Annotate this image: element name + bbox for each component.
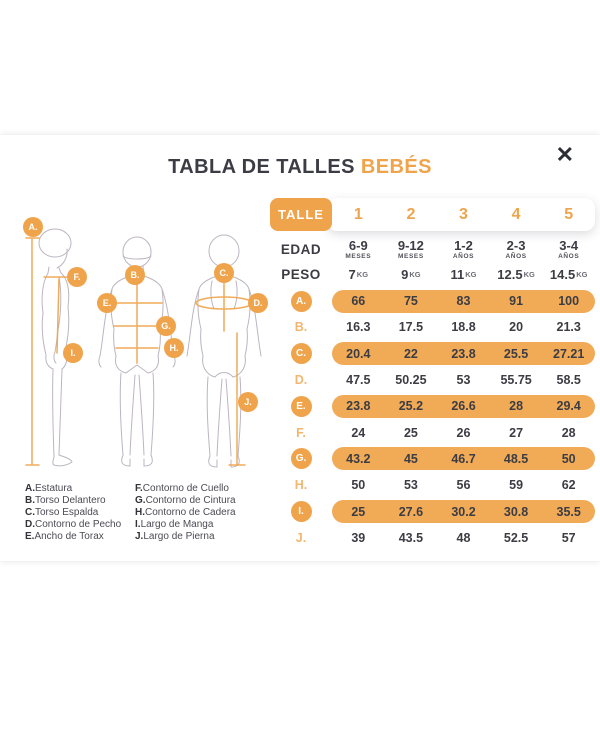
measurement-rows [270, 288, 595, 551]
legend-item [25, 506, 135, 518]
measurement-value: 26 [456, 425, 471, 440]
marker-cintura [156, 316, 176, 336]
weight-unit: KG [409, 269, 421, 279]
measurement-value: 25 [403, 425, 418, 440]
age-unit: MESES [345, 252, 372, 260]
row-letter-col [270, 396, 332, 417]
age-cell [385, 236, 438, 263]
marker-ancho-torax [97, 293, 117, 313]
weight-unit: KG [523, 269, 535, 279]
table-row [270, 341, 595, 367]
legend-label: Contorno de Cadera [145, 506, 236, 518]
measurement-value: 28 [561, 425, 576, 440]
weight-cell [437, 263, 490, 285]
measurement-value: 43.2 [346, 451, 371, 466]
legend-letter: H. [135, 506, 145, 518]
row-letter: D. [294, 373, 308, 388]
row-letter-col [270, 478, 332, 492]
legend-letter: E. [25, 531, 35, 543]
svg-text:D.: D. [253, 298, 263, 308]
row-letter: B. [294, 320, 308, 335]
legend-item [135, 531, 245, 543]
svg-text:C.: C. [219, 268, 229, 278]
measurement-value: 20.4 [346, 346, 371, 361]
age-value: 3-4 [559, 237, 579, 253]
weight-cell [542, 263, 595, 285]
row-cells [332, 395, 595, 418]
measurement-value: 75 [403, 294, 418, 309]
row-letter: G. [291, 448, 312, 469]
legend-label: Contorno de Pecho [35, 519, 122, 531]
size-header-cell: 2 [406, 205, 416, 223]
page-title [0, 156, 600, 179]
measurement-value: 16.3 [346, 320, 371, 335]
marker-cuello [67, 267, 87, 287]
svg-text:E.: E. [102, 298, 112, 308]
row-letter-col [270, 426, 332, 440]
weight-unit: KG [576, 269, 588, 279]
svg-text:G.: G. [161, 321, 171, 331]
measurement-value: 47.5 [346, 373, 371, 388]
close-icon[interactable]: ✕ [555, 142, 574, 167]
age-row [270, 236, 595, 263]
measurement-value: 55.75 [500, 373, 532, 388]
measurement-value: 30.8 [503, 504, 529, 519]
age-unit: AÑOS [452, 252, 475, 260]
row-cells [332, 500, 595, 523]
weight-cells [332, 263, 595, 285]
table-row [270, 314, 595, 340]
legend-item [25, 494, 135, 506]
measurement-value: 46.7 [451, 451, 476, 466]
age-value: 9-12 [397, 237, 424, 253]
row-cells [332, 419, 595, 445]
measurement-value: 53 [403, 478, 418, 493]
legend-item [135, 494, 245, 506]
age-unit: MESES [398, 252, 424, 260]
age-cells [332, 236, 595, 263]
legend-item [135, 506, 245, 518]
age-value: 1-2 [454, 237, 473, 253]
weight-unit: KG [465, 269, 477, 279]
legend-label: Contorno de Cuello [142, 482, 229, 494]
measurement-value: 25 [351, 504, 366, 519]
weight-value: 11 [450, 266, 465, 282]
measurement-value: 56 [456, 478, 471, 493]
age-unit: AÑOS [558, 252, 580, 260]
measurement-value: 21.3 [556, 320, 581, 335]
legend-label: Contorno de Cintura [145, 494, 236, 506]
marker-pecho [248, 293, 268, 313]
measurement-legend [25, 482, 245, 543]
legend-item [135, 519, 245, 531]
size-chart-modal [0, 135, 600, 561]
measurement-value: 48 [456, 530, 471, 545]
legend-item [25, 482, 135, 494]
table-row [270, 446, 595, 472]
marker-manga [63, 343, 83, 363]
legend-letter: J. [135, 531, 144, 543]
measurement-value: 26.6 [451, 399, 476, 414]
legend-label: Largo de Pierna [143, 531, 215, 543]
row-letter-col [270, 291, 332, 312]
weight-unit: KG [356, 269, 369, 279]
row-letter-col [270, 531, 332, 545]
age-cell [542, 236, 595, 263]
weight-cell [385, 263, 438, 285]
size-header-cell: 3 [459, 205, 468, 223]
legend-column [25, 482, 135, 543]
measurement-value: 29.4 [556, 399, 581, 414]
weight-row-label: PESO [281, 266, 321, 282]
talle-header-button: TALLE [270, 198, 332, 231]
measurement-value: 18.8 [451, 320, 476, 335]
svg-text:A.: A. [28, 222, 38, 232]
row-letter: C. [291, 343, 312, 364]
measurement-value: 25.2 [398, 399, 424, 414]
measurement-value: 25.5 [503, 346, 529, 361]
legend-label: Estatura [35, 482, 73, 494]
size-header-cell: 1 [353, 205, 363, 223]
row-letter: A. [291, 291, 312, 312]
legend-item [25, 531, 135, 543]
age-cell [437, 236, 490, 263]
legend-label: Torso Delantero [35, 494, 106, 506]
measurement-value: 17.5 [398, 320, 424, 335]
measurement-value: 35.5 [556, 504, 581, 519]
marker-estatura [23, 217, 43, 237]
row-letter-col [270, 448, 332, 469]
measurement-value: 48.5 [503, 451, 529, 466]
age-value: 6-9 [348, 237, 368, 253]
svg-text:J.: J. [244, 397, 252, 407]
svg-text:H.: H. [169, 343, 179, 353]
row-cells [332, 472, 595, 498]
age-value: 2-3 [506, 237, 526, 253]
svg-text:F.: F. [73, 272, 81, 282]
age-cell [490, 236, 543, 263]
legend-column [135, 482, 245, 543]
measurement-value: 27.6 [398, 504, 424, 519]
legend-letter: F. [135, 482, 143, 494]
row-letter-col [270, 343, 332, 364]
table-row [270, 393, 595, 419]
size-header-cell: 5 [564, 205, 574, 223]
legend-letter: G. [135, 494, 146, 506]
measurement-value: 66 [351, 294, 366, 309]
row-cells [332, 525, 595, 551]
measurement-value: 91 [509, 294, 524, 309]
weight-value: 9 [401, 266, 409, 282]
size-table [270, 198, 595, 551]
title-accent: BEBÉS [360, 156, 432, 178]
age-unit: AÑOS [505, 252, 527, 260]
legend-label: Ancho de Torax [34, 531, 104, 543]
measurement-value: 59 [509, 478, 524, 493]
marker-torso-espalda [214, 263, 234, 283]
age-cell [332, 236, 385, 263]
table-row [270, 525, 595, 551]
measurement-value: 30.2 [451, 504, 476, 519]
row-letter: I. [291, 501, 312, 522]
age-row-label: EDAD [280, 242, 322, 257]
marker-torso-delantero [125, 265, 145, 285]
row-letter: H. [294, 478, 308, 493]
measurement-value: 50.25 [395, 373, 427, 388]
legend-item [25, 519, 135, 531]
size-header-bar [327, 198, 595, 231]
size-header-cell: 4 [511, 205, 521, 223]
row-letter-col [270, 320, 332, 334]
svg-text:I.: I. [70, 348, 76, 358]
measurement-value: 50 [351, 478, 366, 493]
marker-pierna [238, 392, 258, 412]
row-cells [332, 314, 595, 340]
legend-letter: C. [25, 506, 35, 518]
measurement-value: 100 [558, 294, 580, 309]
measurement-value: 23.8 [451, 346, 476, 361]
measurement-value: 53 [456, 373, 471, 388]
svg-text:B.: B. [130, 270, 140, 280]
measurement-value: 58.5 [556, 373, 581, 388]
weight-value: 7 [348, 266, 356, 282]
table-row [270, 498, 595, 524]
legend-item [135, 482, 245, 494]
title-main: TABLA DE TALLES [168, 156, 355, 178]
row-cells [332, 447, 595, 470]
legend-label: Largo de Manga [140, 519, 214, 531]
row-cells [332, 367, 595, 393]
table-row [270, 419, 595, 445]
measurement-value: 20 [509, 320, 524, 335]
measurement-value: 43.5 [398, 530, 424, 545]
row-letter-col [270, 373, 332, 387]
weight-value: 14.5 [549, 266, 576, 282]
weight-value: 12.5 [497, 266, 523, 282]
weight-cell [332, 263, 385, 285]
measurement-value: 52.5 [503, 530, 529, 545]
row-cells [332, 342, 595, 365]
row-letter: F. [296, 425, 306, 440]
measurement-value: 28 [509, 399, 524, 414]
table-row [270, 472, 595, 498]
legend-letter: I. [135, 519, 141, 531]
body-measurement-diagrams [15, 215, 270, 475]
table-row [270, 288, 595, 314]
row-letter: J. [295, 530, 307, 545]
measurement-value: 39 [351, 530, 366, 545]
row-letter: E. [291, 396, 312, 417]
measurement-value: 27.21 [553, 346, 585, 361]
measurement-value: 57 [561, 530, 576, 545]
measurement-value: 62 [561, 478, 576, 493]
weight-row [270, 263, 595, 285]
legend-letter: D. [25, 519, 35, 531]
measurement-value: 23.8 [346, 399, 371, 414]
weight-cell [490, 263, 543, 285]
table-row [270, 367, 595, 393]
measurement-value: 83 [456, 294, 471, 309]
measurement-value: 24 [351, 425, 366, 440]
measurement-value: 22 [403, 346, 418, 361]
size-table-header [270, 198, 595, 231]
legend-label: Torso Espalda [35, 506, 99, 518]
measurement-value: 45 [403, 451, 418, 466]
measurement-value: 50 [561, 451, 576, 466]
marker-cadera [164, 338, 184, 358]
legend-letter: A. [25, 482, 35, 494]
row-cells [332, 290, 595, 313]
row-letter-col [270, 501, 332, 522]
measurement-value: 27 [509, 425, 524, 440]
legend-letter: B. [25, 494, 35, 506]
